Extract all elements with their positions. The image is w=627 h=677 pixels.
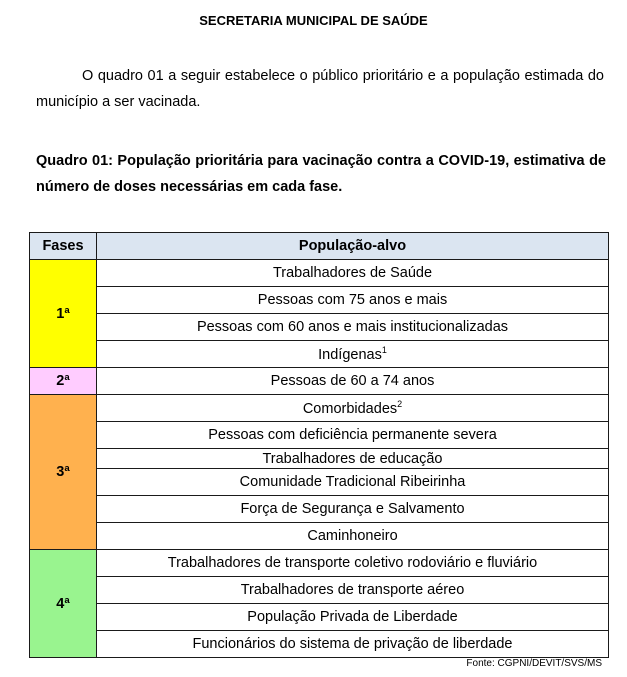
column-header-fases: Fases bbox=[30, 233, 97, 260]
population-cell: Pessoas com 60 anos e mais institucionalizadas bbox=[97, 314, 609, 341]
table-row bbox=[30, 577, 609, 604]
population-cell: Comunidade Tradicional Ribeirinha bbox=[97, 469, 609, 496]
intro-paragraph: O quadro 01 a seguir estabelece o público prioritário e a população estimada do município a ser vacinada. bbox=[36, 68, 604, 110]
population-cell: Trabalhadores de transporte coletivo rodoviário e fluviário bbox=[97, 550, 609, 577]
population-cell: Pessoas de 60 a 74 anos bbox=[97, 368, 609, 395]
table-row bbox=[30, 287, 609, 314]
population-cell: Funcionários do sistema de privação de liberdade bbox=[97, 631, 609, 658]
source-note: Fonte: CGPNI/DEVIT/SVS/MS bbox=[466, 658, 602, 669]
population-cell: Força de Segurança e Salvamento bbox=[97, 496, 609, 523]
population-cell: Trabalhadores de Saúde bbox=[97, 260, 609, 287]
footnote-marker: 1 bbox=[381, 345, 387, 356]
table-row bbox=[30, 523, 609, 550]
population-cell: Trabalhadores de transporte aéreo bbox=[97, 577, 609, 604]
footnote-marker: 2 bbox=[397, 399, 403, 410]
population-cell: Trabalhadores de educação bbox=[97, 449, 609, 469]
population-cell: Comorbidades$^2$ bbox=[97, 395, 609, 422]
phase-cell-4: 4ª bbox=[30, 550, 97, 658]
phase-cell-2: 2ª bbox=[30, 368, 97, 395]
table-row bbox=[30, 395, 609, 422]
table-row bbox=[30, 341, 609, 368]
table-row bbox=[30, 449, 609, 469]
phase-cell-1: 1ª bbox=[30, 260, 97, 368]
table-row bbox=[30, 422, 609, 449]
population-cell: Pessoas com 75 anos e mais bbox=[97, 287, 609, 314]
table-row bbox=[30, 469, 609, 496]
table-row bbox=[30, 550, 609, 577]
population-cell: Caminhoneiro bbox=[97, 523, 609, 550]
table-row bbox=[30, 631, 609, 658]
population-cell: População Privada de Liberdade bbox=[97, 604, 609, 631]
table-header-row bbox=[30, 233, 609, 260]
population-cell: Pessoas com deficiência permanente severa bbox=[97, 422, 609, 449]
table-row bbox=[30, 368, 609, 395]
table-row bbox=[30, 260, 609, 287]
table-row bbox=[30, 496, 609, 523]
column-header-populacao: População-alvo bbox=[97, 233, 609, 260]
population-cell: Indígenas$^1$ bbox=[97, 341, 609, 368]
phase-cell-3: 3ª bbox=[30, 395, 97, 550]
priority-population-table bbox=[29, 232, 609, 658]
document-header: SECRETARIA MUNICIPAL DE SAÚDE bbox=[199, 13, 428, 28]
table-row bbox=[30, 314, 609, 341]
table-row bbox=[30, 604, 609, 631]
quadro-title: Quadro 01: População prioritária para vacinação contra a COVID-19, estimativa de número de doses necessárias em cada fase. bbox=[36, 153, 606, 195]
